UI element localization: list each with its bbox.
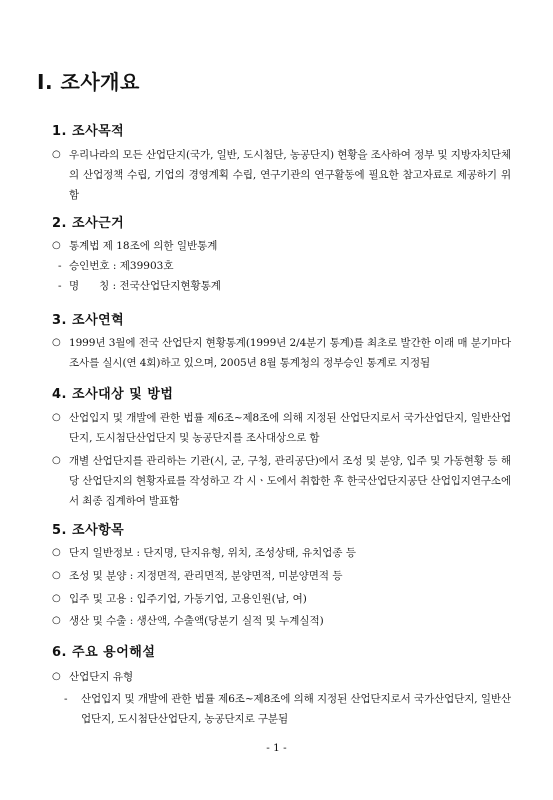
- section-4-item-1: 산업입지 및 개발에 관한 법률 제6조~제8조에 의해 지정된 산업단지로서 국가산업단지, 일반산업단지, 도시첨단산업단지 및 농공단지를 조사대상으로 함: [69, 412, 511, 444]
- section-3-title: 3. 조사연혁: [52, 313, 125, 328]
- dash-icon: -: [58, 260, 62, 272]
- section-2-title: 2. 조사근거: [52, 216, 125, 231]
- bullet-icon: ○: [52, 547, 61, 558]
- section-2-sub-2: 명 칭 : 전국산업단지현황통계: [69, 280, 221, 292]
- bullet-icon: ○: [52, 240, 61, 251]
- section-6-item-1: 산업단지 유형: [69, 671, 134, 683]
- section-1-title: 1. 조사목적: [52, 124, 125, 139]
- section-2-item-1: 통계법 제 18조에 의한 일반통계: [69, 240, 218, 252]
- section-4-item-2: 개별 산업단지를 관리하는 기관(시, 군, 구청, 관리공단)에서 조성 및 분양, 입주 및 가동현황 등 해당 산업단지의 현황자료를 작성하고 각 시ㆍ도에서 취합한 후 한국산업단지공단 산업입지연구소에서 최종 집계하여 발표함: [69, 455, 511, 507]
- section-6-sub-1: 산업입지 및 개발에 관한 법률 제6조~제8조에 의해 지정된 산업단지로서 국가산업단지, 일반산업단지, 도시첨단산업단지, 농공단지로 구분됨: [81, 693, 511, 725]
- section-5-item-1: 단지 일반정보 : 단지명, 단지유형, 위치, 조성상태, 유치업종 등: [69, 547, 357, 559]
- section-1-item-1: 우리나라의 모든 산업단지(국가, 일반, 도시첨단, 농공단지) 현황을 조사하여 정부 및 지방자치단체의 산업정책 수립, 기업의 경영계획 수립, 연구기관의 연구활동에 필요한 참고자료로 제공하기 위함: [69, 149, 511, 201]
- section-2-sub-1: 승인번호 : 제39903호: [69, 260, 174, 272]
- dash-icon: -: [58, 280, 62, 292]
- bullet-icon: ○: [52, 615, 61, 626]
- section-5-item-3: 입주 및 고용 : 입주기업, 가동기업, 고용인원(남, 여): [69, 593, 307, 605]
- bullet-icon: ○: [52, 570, 61, 581]
- bullet-icon: ○: [52, 149, 61, 160]
- chapter-title: Ⅰ. 조사개요: [37, 70, 140, 94]
- bullet-icon: ○: [52, 337, 61, 348]
- bullet-icon: ○: [52, 671, 61, 682]
- section-5-item-2: 조성 및 분양 : 지정면적, 관리면적, 분양면적, 미분양면적 등: [69, 570, 343, 582]
- section-3-item-1: 1999년 3월에 전국 산업단지 현황통계(1999년 2/4분기 통계)를 최초로 발간한 이래 매 분기마다 조사를 실시(연 4회)하고 있으며, 2005년 8월 통계청의 정부승인 통계로 지정됨: [69, 337, 511, 369]
- page-number: - 1 -: [266, 742, 287, 754]
- dash-icon: -: [64, 693, 68, 705]
- bullet-icon: ○: [52, 593, 61, 604]
- section-5-title: 5. 조사항목: [52, 523, 125, 538]
- section-5-item-4: 생산 및 수출 : 생산액, 수출액(당분기 실적 및 누계실적): [69, 615, 324, 627]
- bullet-icon: ○: [52, 412, 61, 423]
- bullet-icon: ○: [52, 455, 61, 466]
- section-4-title: 4. 조사대상 및 방법: [52, 387, 174, 402]
- section-6-title: 6. 주요 용어해설: [52, 645, 156, 660]
